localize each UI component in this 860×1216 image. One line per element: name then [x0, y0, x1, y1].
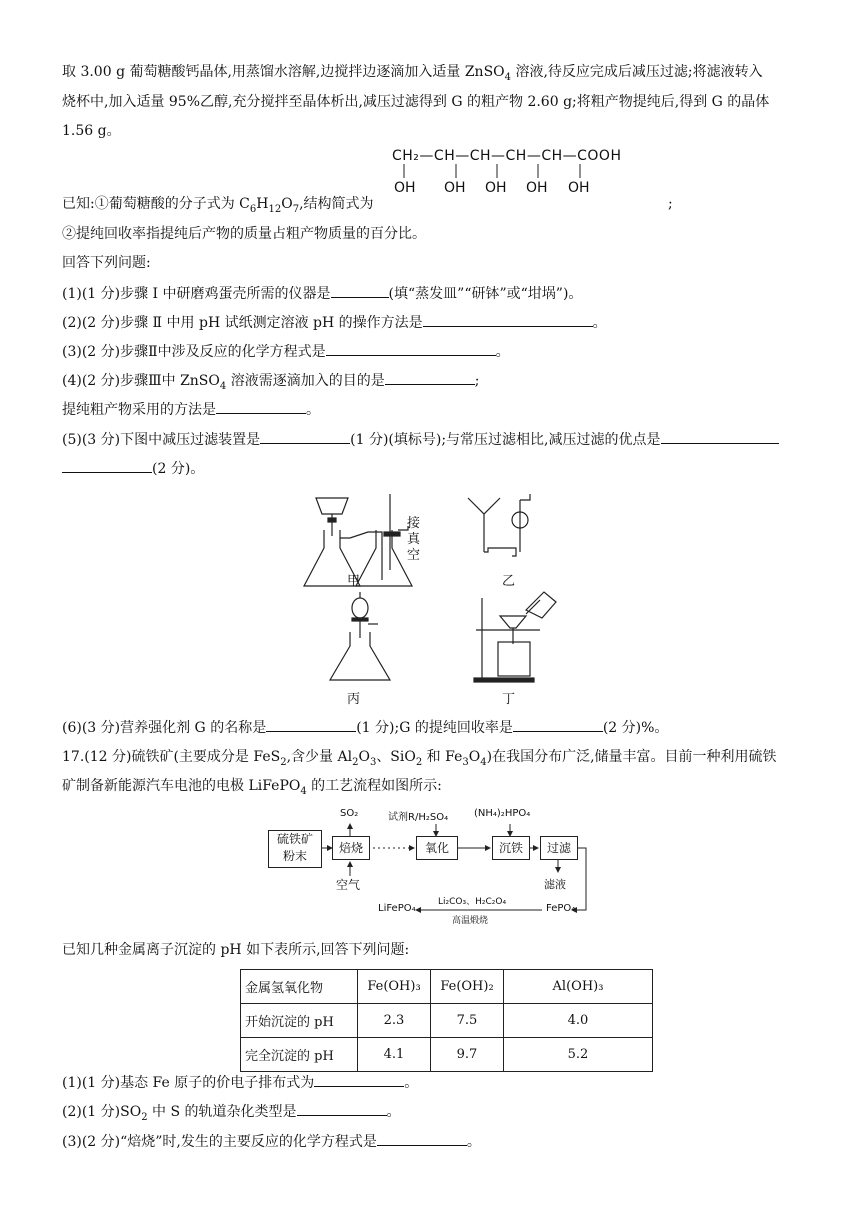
- question-2: (2)(2 分)步骤 Ⅱ 中用 pH 试纸测定溶液 pH 的操作方法是 。: [62, 312, 607, 333]
- oh-group: OH: [394, 180, 416, 196]
- question-17-1: (1)(1 分)基态 Fe 原子的价电子排布式为 。: [62, 1072, 418, 1093]
- apparatus-ding: [474, 592, 556, 682]
- structure-bonds: [392, 164, 622, 180]
- flow-oxidize-box: 氧化: [416, 836, 458, 860]
- flow-precip-box: 沉铁: [492, 836, 530, 860]
- vacuum-label: 接 真 空: [407, 516, 421, 563]
- table-cell: 4.1: [358, 1038, 431, 1072]
- flow-filtrate: 滤液: [544, 878, 566, 891]
- table-header-cell: Fe(OH)₂: [431, 970, 504, 1004]
- answer-blank[interactable]: [661, 429, 779, 444]
- structure-chain: CH₂—CH—CH—CH—CH—COOH: [392, 148, 622, 164]
- table-cell: 开始沉淀的 pH: [241, 1004, 358, 1038]
- caption-ding: 丁: [502, 692, 516, 707]
- apparatus-figure: [300, 490, 580, 690]
- table-header-cell: Fe(OH)₃: [358, 970, 431, 1004]
- text-line: 已知:①葡萄糖酸的分子式为 $C_6H_{12}O_7$,结构简式为: [62, 196, 374, 215]
- answer-blank[interactable]: [266, 717, 356, 732]
- question-17: 17.(12 分)硫铁矿(主要成分是 FeS$_2$,含少量 $Al_2O_3$、SiO$_2$ 和 $Fe_3O_4$)在我国分布广泛,储量丰富。目前一种利用硫铁: [62, 749, 777, 768]
- apparatus-yi: [468, 494, 530, 556]
- text-line: 1.56 g。: [62, 123, 121, 139]
- table-header-cell: Al(OH)₃: [504, 970, 653, 1004]
- answer-blank[interactable]: [260, 429, 350, 444]
- caption-jia: 甲: [347, 574, 361, 589]
- answer-blank[interactable]: [314, 1072, 404, 1087]
- flow-roast-box: 焙烧: [332, 836, 370, 860]
- table-row: [241, 1004, 653, 1038]
- flow-so2: SO₂: [340, 808, 359, 819]
- text-line: 回答下列问题:: [62, 255, 151, 271]
- answer-blank[interactable]: [423, 312, 593, 327]
- question-17-3: (3)(2 分)“焙烧”时,发生的主要反应的化学方程式是 。: [62, 1131, 481, 1152]
- question-17-2: (2)(1 分)$SO_2$ 中 S 的轨道杂化类型是 。: [62, 1101, 401, 1128]
- question-3: (3)(2 分)步骤Ⅱ中涉及反应的化学方程式是 。: [62, 341, 510, 362]
- answer-blank[interactable]: [62, 458, 152, 473]
- question-1: (1)(1 分)步骤 Ⅰ 中研磨鸡蛋壳所需的仪器是 (填“蒸发皿”“研钵”或“坩埚”)。: [62, 283, 582, 304]
- question-4: (4)(2 分)步骤Ⅲ中 ZnSO$_4$ 溶液需逐滴加入的目的是 ;: [62, 370, 479, 397]
- flow-ore-box: 硫铁矿 粉末: [268, 830, 322, 868]
- process-flowchart: [266, 806, 606, 926]
- flow-reagent: 试剂R/H₂SO₄: [388, 812, 449, 823]
- oh-group: OH: [444, 180, 466, 196]
- answer-blank[interactable]: [297, 1101, 387, 1116]
- gluconic-acid-structure: [392, 148, 622, 198]
- caption-yi: 乙: [502, 574, 516, 589]
- table-cell: 9.7: [431, 1038, 504, 1072]
- table-cell: 2.3: [358, 1004, 431, 1038]
- question-5b: (2 分)。: [62, 458, 204, 479]
- table-row: [241, 1038, 653, 1072]
- table-header-cell: 金属氢氧化物: [241, 970, 358, 1004]
- oh-group: OH: [568, 180, 590, 196]
- flow-lifepo4: LiFePO₄: [378, 903, 416, 914]
- flow-mix: Li₂CO₃、H₂C₂O₄: [438, 897, 507, 907]
- table-cell: 5.2: [504, 1038, 653, 1072]
- table-header-row: [241, 970, 653, 1004]
- text-line: 矿制备新能源汽车电池的电极 LiFePO$_4$ 的工艺流程如图所示:: [62, 778, 442, 797]
- text-line: 取 3.00 g 葡萄糖酸钙晶体,用蒸馏水溶解,边搅拌边逐滴加入适量 ZnSO$_4$ 溶液,待反应完成后减压过滤;将滤液转入: [62, 64, 763, 83]
- table-cell: 7.5: [431, 1004, 504, 1038]
- text-line: 已知几种金属离子沉淀的 pH 如下表所示,回答下列问题:: [62, 942, 410, 958]
- table-cell: 4.0: [504, 1004, 653, 1038]
- table-cell: 完全沉淀的 pH: [241, 1038, 358, 1072]
- question-6: (6)(3 分)营养强化剂 G 的名称是 (1 分);G 的提纯回收率是 (2 分)%。: [62, 717, 668, 738]
- caption-bing: 丙: [347, 692, 361, 707]
- flow-calcine: 高温煅烧: [452, 916, 489, 926]
- answer-blank[interactable]: [216, 399, 306, 414]
- answer-blank[interactable]: [326, 341, 496, 356]
- flow-air: 空气: [336, 878, 361, 892]
- apparatus-bing: [330, 592, 390, 680]
- oh-group: OH: [526, 180, 548, 196]
- answer-blank[interactable]: [331, 283, 389, 298]
- flow-filter-box: 过滤: [540, 836, 578, 860]
- answer-blank[interactable]: [377, 1131, 467, 1146]
- text-line: 烧杯中,加入适量 95%乙醇,充分搅拌至晶体析出,减压过滤得到 G 的粗产物 2.60 g;将粗产物提纯后,得到 G 的晶体: [62, 94, 770, 110]
- question-5: (5)(3 分)下图中减压过滤装置是 (1 分)(填标号);与常压过滤相比,减压过滤的优点是: [62, 429, 779, 450]
- text-line: ②提纯回收率指提纯后产物的质量占粗产物质量的百分比。: [62, 226, 426, 242]
- question-4b: 提纯粗产物采用的方法是 。: [62, 399, 320, 420]
- answer-blank[interactable]: [513, 717, 603, 732]
- text-line: ;: [668, 196, 673, 212]
- precipitation-ph-table: [240, 969, 653, 1072]
- answer-blank[interactable]: [385, 370, 475, 385]
- oh-group: OH: [485, 180, 507, 196]
- flow-nh4: (NH₄)₂HPO₄: [474, 808, 531, 819]
- flow-fepo4: FePO₄: [546, 903, 576, 914]
